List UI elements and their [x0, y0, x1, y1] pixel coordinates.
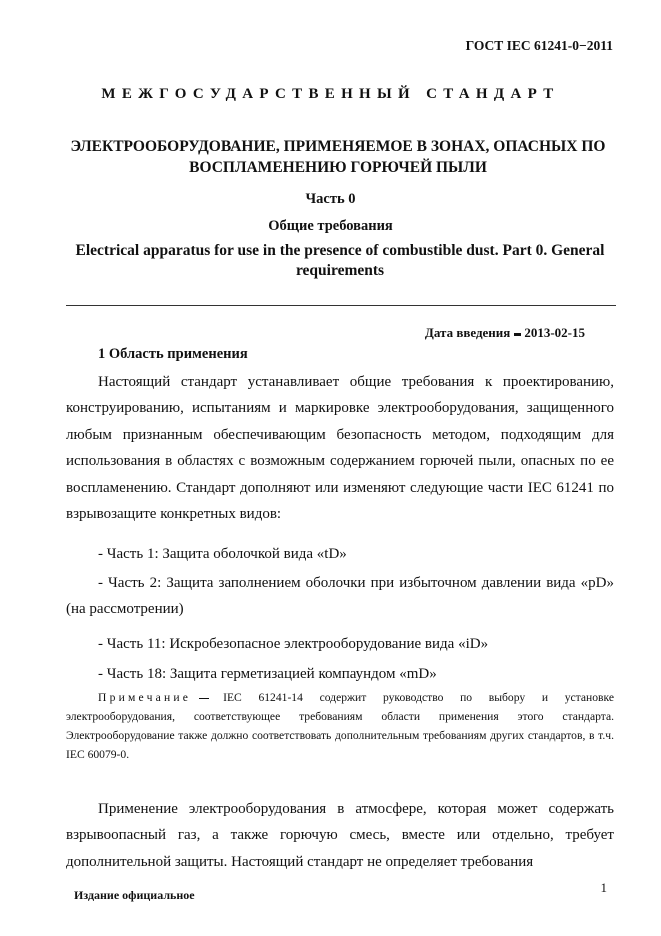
document-title-en: Electrical apparatus for use in the presence of combustible dust. Part 0. General requirements — [75, 242, 605, 279]
list-item: - Часть 2: Защита заполнением оболочки при избыточном давлении вида «pD» (на рассмотрении) — [66, 575, 614, 618]
note-dash — [199, 698, 209, 700]
note-label: Примечание — [98, 691, 192, 704]
introduction-date-label: Дата введения — [424, 325, 511, 340]
scope-paragraph: Настоящий стандарт устанавливает общие требования к проектированию, конструированию, испытаниям и маркировке электрооборудования, защищенного любым признанным обеспечивающим безопасность методом, подходящим для использования в областях с возможным содержанием горючей пыли, опасных по ее воспламенению. Стандарт дополняют или изменяют следующие части IEC 61241 по взрывозащите конкретных видов: — [66, 374, 614, 523]
list-item: - Часть 1: Защита оболочкой вида «tD» — [98, 546, 347, 562]
introduction-date — [425, 325, 585, 341]
application-paragraph: Применение электрооборудования в атмосфере, которая может содержать взрывоопасный газ, а также горючую смесь, вместе или отдельно, требует дополнительной защиты. Настоящий стандарт не определяет требования — [66, 801, 614, 870]
list-item: - Часть 18: Защита герметизацией компаундом «mD» — [98, 666, 437, 682]
introduction-date-value: 2013-02-15 — [524, 325, 585, 340]
page-number: 1 — [600, 880, 607, 895]
standard-code: ГОСТ IEC 61241-0−2011 — [465, 38, 613, 53]
date-dash — [514, 333, 521, 336]
document-subtitle: Общие требования — [268, 218, 393, 234]
note-block — [66, 688, 614, 764]
note-text: IEC 61241-14 содержит руководство по выбору и установке электрооборудования, соответствующее требованиям области применения этого стандарта. Электрооборудование также должно соответствовать дополнительным требованиям других стандартов, в т.ч. IEC 60079-0. — [66, 691, 614, 761]
part-number: Часть 0 — [305, 191, 356, 207]
official-edition-label: Издание официальное — [74, 888, 195, 902]
list-item: - Часть 11: Искробезопасное электрооборудование вида «iD» — [98, 636, 489, 652]
standard-type-heading: МЕЖГОСУДАРСТВЕННЫЙ СТАНДАРТ — [101, 86, 560, 102]
document-title-ru: ЭЛЕКТРООБОРУДОВАНИЕ, ПРИМЕНЯЕМОЕ В ЗОНАХ, ОПАСНЫХ ПО ВОСПЛАМЕНЕНИЮ ГОРЮЧЕЙ ПЫЛИ — [70, 138, 606, 176]
title-divider — [66, 305, 616, 306]
section-heading: 1 Область применения — [98, 346, 248, 362]
